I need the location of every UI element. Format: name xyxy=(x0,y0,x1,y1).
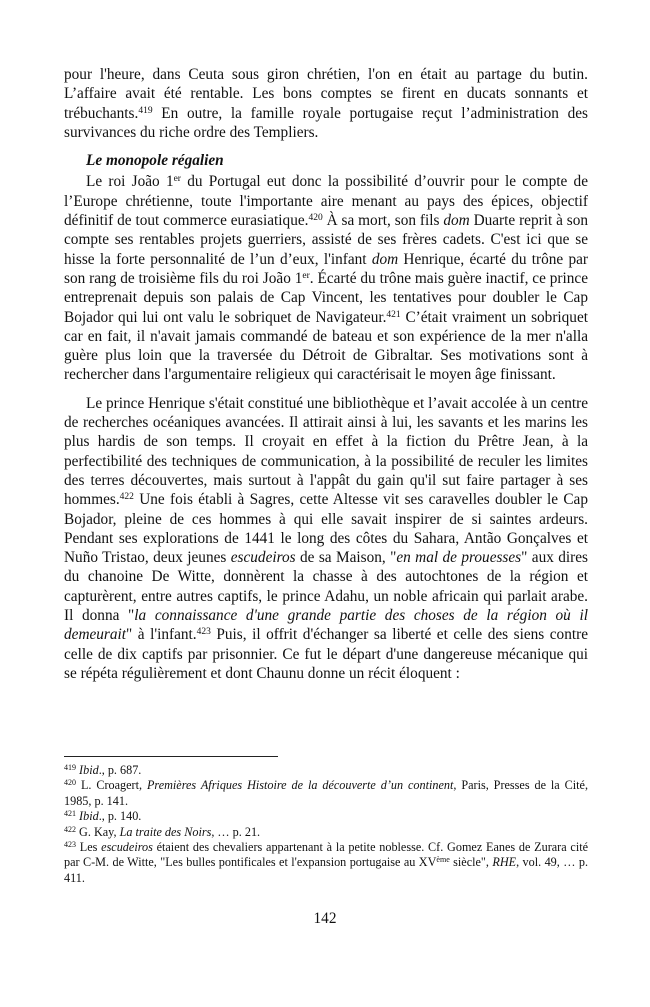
paragraph-1 xyxy=(64,65,588,142)
italic-text: RHE xyxy=(492,855,517,870)
text-run: de sa Maison, " xyxy=(295,549,397,567)
italic-text: Premières Afriques Histoire de la découverte d’un continent xyxy=(146,778,454,793)
text-run: Puis, il offrit d'échanger sa liberté et celle des siens contre celle de dix captifs par prisonnier. Ce fut le départ d'une dangereuse mécanique qui se répéta régulièrement et dont Chaunu donne un récit éloquent : xyxy=(64,626,588,682)
footnote-number: 422 xyxy=(64,824,76,834)
text-run: " aux dires du chanoine De Witte, donnèrent la chasse à des autochtones de la région et capturèrent, entre autres captifs, le prince Adahu, un noble africain qui parlait arabe. Il donna " xyxy=(64,549,589,625)
ordinal-superscript: er xyxy=(173,174,181,185)
text-run: " à l'infant. xyxy=(126,626,197,644)
italic-text: La traite des Noirs xyxy=(119,824,212,839)
footnote-ref-419[interactable]: 419 xyxy=(138,105,153,116)
footnote-420 xyxy=(64,778,588,809)
italic-text: escudeiros xyxy=(230,549,296,567)
text-run: Les xyxy=(79,840,102,855)
text-run: . Écarté du trône mais guère inactif, ce prince entreprenait depuis son palais de Cap Vincent, les tentatives pour doubler le Cap Bojador qui lui ont valu le sobriquet de Navigateur. xyxy=(64,269,588,326)
text-run: , … p. 21. xyxy=(211,824,261,839)
body-text xyxy=(64,65,588,683)
footnote-ref-421[interactable]: 421 xyxy=(386,309,401,320)
text-run: , vol. 49, … p. 411. xyxy=(64,855,589,885)
paragraph-3 xyxy=(64,394,588,683)
footnote-419 xyxy=(64,763,588,778)
ordinal-superscript: er xyxy=(302,270,310,281)
text-run: siècle", xyxy=(449,855,493,870)
page-number: 142 xyxy=(313,910,337,927)
text-run: étaient des chevaliers appartenant à la petite noblesse. Cf. Gomez Eanes de Zurara cité par C-M. de Witte, "Les bulles pontificales et l'expansion portugaise au XV xyxy=(64,840,589,870)
text-run: , Paris, Presses de la Cité, 1985, p. 141. xyxy=(64,778,589,808)
italic-text: dom xyxy=(371,250,399,268)
text-run: pour l'heure, dans Ceuta sous giron chrétien, l'on en était au partage du butin. L’affaire avait été rentable. Les bons comptes se firent en ducats sonnants et trébuchants. xyxy=(64,66,588,122)
text-run: L. Croagert, xyxy=(80,778,147,793)
footnote-423 xyxy=(64,840,588,886)
text-run: Une fois établi à Sagres, cette Altesse vit ses caravelles doubler le Cap Bojador, pleine de ces hommes à qui elle savait inspirer de si saintes ardeurs. Pendant ses explorations de 1441 le long des côtes du Sahara, Antão Gonçalves et Nuño Tristao, deux jeunes xyxy=(64,491,588,567)
section-heading: Le monopole régalien xyxy=(86,152,224,170)
text-run: ., p. 140. xyxy=(98,809,142,824)
footnote-422 xyxy=(64,825,588,840)
italic-text: en mal de prouesses xyxy=(396,549,522,567)
text-run: du Portugal eut donc la possibilité d’ouvrir pour le compte de l’Europe chrétienne, toute l'importante aire menant au pays des épices, objectif définitif de tout commerce eurasiatique. xyxy=(64,173,588,230)
text-run: À sa mort, son fils xyxy=(322,212,444,230)
footnotes xyxy=(64,763,588,886)
text-run: ., p. 687. xyxy=(98,763,142,777)
text-run: G. Kay, xyxy=(79,824,120,839)
footnote-number: 423 xyxy=(64,840,76,850)
footnote-number: 420 xyxy=(64,778,76,788)
paragraph-2 xyxy=(64,172,588,384)
text-run: Duarte reprit à son compte ses rentables projets guerriers, assisté de ses frères cadets. C'est ici que se hisse la forte personnalité de l’un d’eux, l'infant xyxy=(64,212,588,268)
text-run: Henrique, écarté du trône par son rang de troisième fils du roi João 1 xyxy=(64,250,588,287)
superscript-text: ème xyxy=(436,855,450,865)
footnote-ref-420[interactable]: 420 xyxy=(308,213,323,224)
footnote-separator xyxy=(64,756,278,757)
text-run: En outre, la famille royale portugaise reçut l’administration des survivances du riche ordre des Templiers. xyxy=(64,104,588,141)
footnote-421 xyxy=(64,809,588,824)
italic-text: dom xyxy=(443,212,470,230)
footnote-ref-423[interactable]: 423 xyxy=(196,627,211,638)
italic-text: Ibid xyxy=(79,809,99,824)
footnote-number: 419 xyxy=(64,763,76,772)
footnote-ref-422[interactable]: 422 xyxy=(119,492,134,503)
text-run: Le roi João 1 xyxy=(86,173,174,191)
text-run: Le prince Henrique s'était constitué une bibliothèque et l’avait accolée à un centre de recherches océaniques avancées. Il attirait ainsi à lui, les savants et les marins les plus hardis de son temps. Il croyait en effet à la fiction du Prêtre Jean, à la perfectibilité des techniques de communication, à la possibilité de reculer les limites des terres découvertes, mais surtout à l'appât du gain qu'il sut faire partager à ses hommes. xyxy=(64,394,588,509)
italic-text: la connaissance d'une grande partie des choses de la région où il demeurait xyxy=(64,607,588,644)
italic-text: Ibid xyxy=(79,763,99,777)
italic-text: escudeiros xyxy=(101,840,153,855)
footnote-number: 421 xyxy=(64,809,76,819)
text-run: C’était vraiment un sobriquet car en fait, il n'avait jamais commandé de bateau et son expérience de la mer n'alla guère plus loin que la traversée du Détroit de Gibraltar. Ses motivations sont à rechercher dans l'argumentaire religieux qui caractérisait le moyen âge finissant. xyxy=(64,308,588,384)
